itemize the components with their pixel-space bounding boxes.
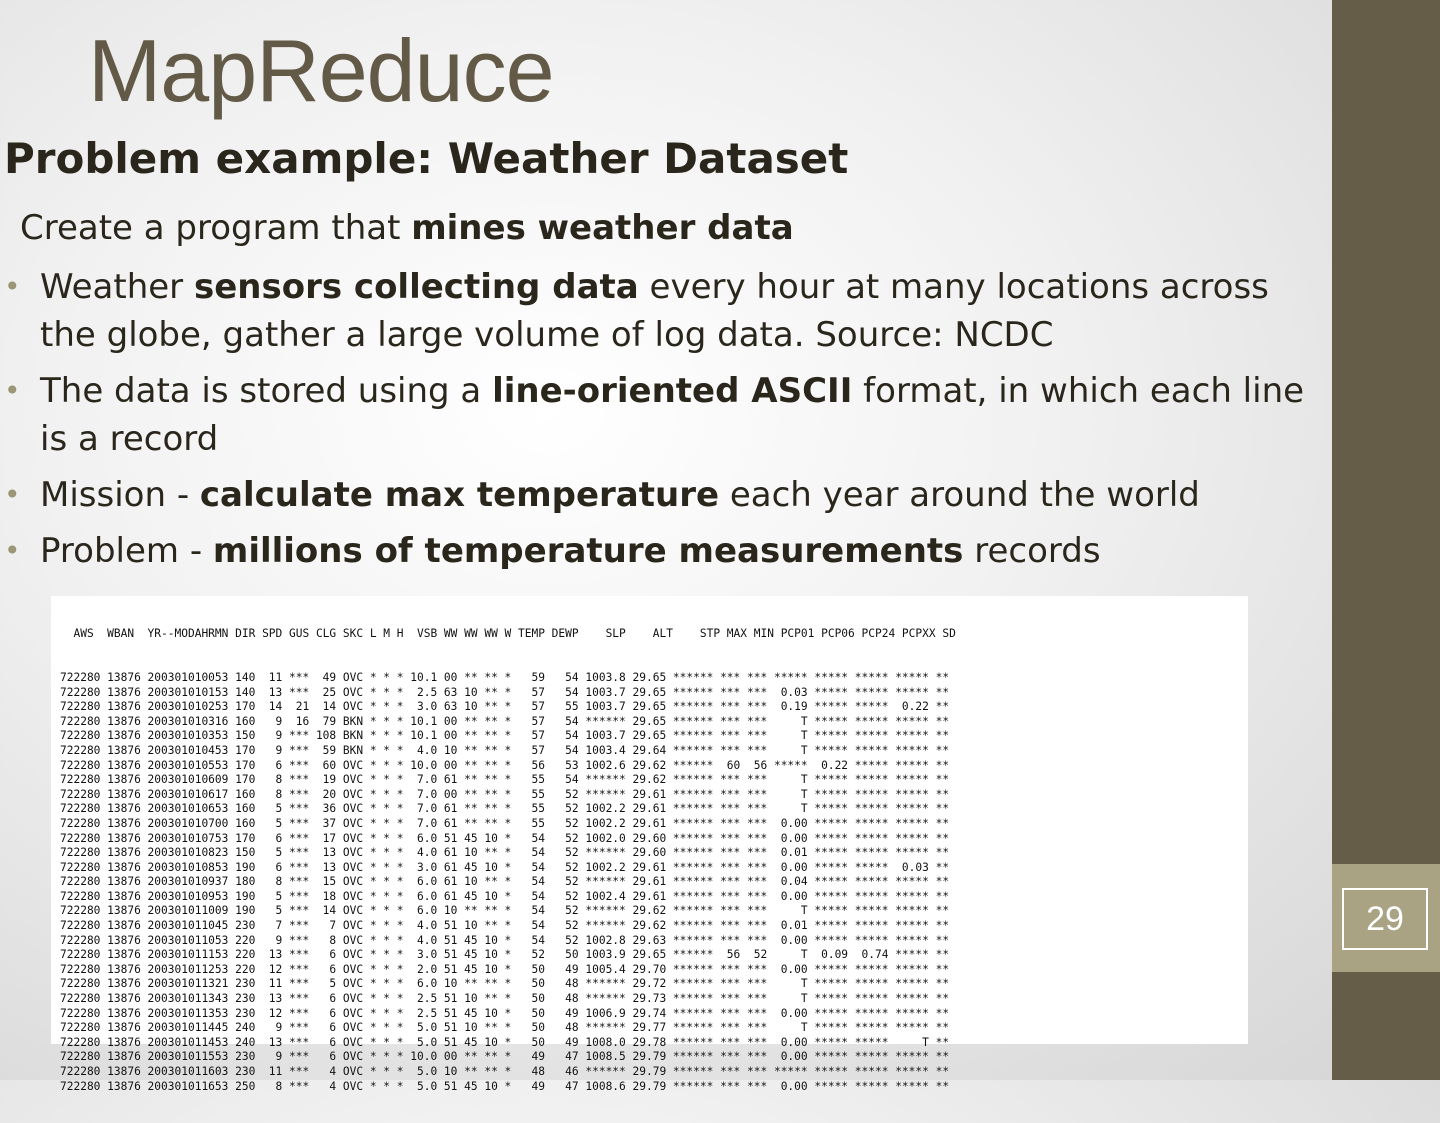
- table-row: 722280 13876 200301010853 190 6 *** 13 OVC * * * 3.0 61 45 10 * 54 52 1002.2 29.61 ****** *** *** 0.00 ***** ***** 0.03 **: [60, 860, 950, 874]
- table-row: 722280 13876 200301010253 170 14 21 14 OVC * * * 3.0 63 10 ** * 57 55 1003.7 29.65 ****** *** *** 0.19 ***** ***** 0.22 **: [60, 700, 950, 714]
- table-row: 722280 13876 200301011153 220 13 *** 6 OVC * * * 3.0 51 45 10 * 52 50 1003.9 29.65 ****** 56 52 T 0.09 0.74 ***** **: [60, 948, 950, 962]
- table-rows: [60, 671, 1248, 1094]
- table-row: 722280 13876 200301011053 220 9 *** 8 OVC * * * 4.0 51 45 10 * 54 52 1002.8 29.63 ****** *** *** 0.00 ***** ***** ***** **: [60, 933, 950, 947]
- bullet-text: Problem -: [40, 531, 213, 571]
- bullet-text: format, in which each line is a record: [40, 371, 1305, 459]
- bullet-text: The data is stored using a: [40, 371, 493, 411]
- table-row: 722280 13876 200301011653 250 8 *** 4 OVC * * * 5.0 51 45 10 * 49 47 1008.6 29.79 ****** *** *** 0.00 ***** ***** ***** **: [60, 1079, 950, 1093]
- table-header: AWS WBAN YR--MODAHRMN DIR SPD GUS CLG SKC L M H VSB WW WW WW W TEMP DEWP SLP ALT STP MAX MIN PCP01 PCP06 PCP24 PCPXX SD: [60, 627, 956, 641]
- bullet-emphasis: line-oriented ASCII: [492, 371, 853, 411]
- table-row: 722280 13876 200301010553 170 6 *** 60 OVC * * * 10.0 00 ** ** * 56 53 1002.6 29.62 ****** 60 56 ***** 0.22 ***** ***** **: [60, 758, 950, 772]
- intro-bold: mines weather data: [411, 208, 794, 248]
- intro-plain: Create a program that: [20, 208, 412, 248]
- slide-title: MapReduce: [88, 21, 554, 120]
- table-row: 722280 13876 200301010937 180 8 *** 15 OVC * * * 6.0 61 10 ** * 54 52 ****** 29.61 ****** *** *** 0.04 ***** ***** ***** **: [60, 875, 950, 889]
- slide-subtitle: Problem example: Weather Dataset: [4, 134, 849, 183]
- page-number: 29: [1342, 888, 1428, 950]
- bullet-text: Mission -: [40, 475, 200, 515]
- table-row: 722280 13876 200301010353 150 9 *** 108 BKN * * * 10.1 00 ** ** * 57 54 1003.7 29.65 ****** *** *** T ***** ***** ***** **: [60, 729, 950, 743]
- bullet-text: records: [963, 531, 1101, 571]
- bullet-problem: [40, 527, 1332, 575]
- bullet-text: Weather: [40, 267, 194, 307]
- bullet-text: each year around the world: [719, 475, 1200, 515]
- weather-data-image: [51, 596, 1248, 1093]
- table-row: 722280 13876 200301010153 140 13 *** 25 OVC * * * 2.5 63 10 ** * 57 54 1003.7 29.65 ****** *** *** 0.03 ***** ***** ***** **: [60, 685, 950, 699]
- table-row: 722280 13876 200301010653 160 5 *** 36 OVC * * * 7.0 61 ** ** * 55 52 1002.2 29.61 ****** *** *** T ***** ***** ***** **: [60, 802, 950, 816]
- bullet-sensors: [40, 263, 1332, 359]
- bullet-format: [40, 367, 1332, 463]
- table-row: 722280 13876 200301011343 230 13 *** 6 OVC * * * 2.5 51 10 ** * 50 48 ****** 29.73 ****** *** *** T ***** ***** ***** **: [60, 992, 950, 1006]
- table-row: 722280 13876 200301011353 230 12 *** 6 OVC * * * 2.5 51 45 10 * 50 49 1006.9 29.74 ****** *** *** 0.00 ***** ***** ***** **: [60, 1006, 950, 1020]
- table-row: 722280 13876 200301011553 230 9 *** 6 OVC * * * 10.0 00 ** ** * 49 47 1008.5 29.79 ****** *** *** 0.00 ***** ***** ***** **: [60, 1050, 950, 1064]
- weather-data-table: [51, 596, 1248, 1123]
- table-row: 722280 13876 200301010053 140 11 *** 49 OVC * * * 10.1 00 ** ** * 59 54 1003.8 29.65 ****** *** *** ***** ***** ***** ***** **: [60, 670, 950, 684]
- table-row: 722280 13876 200301010617 160 8 *** 20 OVC * * * 7.0 00 ** ** * 55 52 ****** 29.61 ****** *** *** T ***** ***** ***** **: [60, 787, 950, 801]
- table-row: 722280 13876 200301010316 160 9 16 79 BKN * * * 10.1 00 ** ** * 57 54 ****** 29.65 ****** *** *** T ***** ***** ***** **: [60, 714, 950, 728]
- table-row: 722280 13876 200301010609 170 8 *** 19 OVC * * * 7.0 61 ** ** * 55 54 ****** 29.62 ****** *** *** T ***** ***** ***** **: [60, 773, 950, 787]
- table-row: 722280 13876 200301011253 220 12 *** 6 OVC * * * 2.0 51 45 10 * 50 49 1005.4 29.70 ****** *** *** 0.00 ***** ***** ***** **: [60, 962, 950, 976]
- bullet-text: every hour at many locations across the globe, gather a large volume of log data. Source: NCDC: [40, 267, 1269, 355]
- table-row: 722280 13876 200301010453 170 9 *** 59 BKN * * * 4.0 10 ** ** * 57 54 1003.4 29.64 ****** *** *** T ***** ***** ***** **: [60, 743, 950, 757]
- table-row: 722280 13876 200301010753 170 6 *** 17 OVC * * * 6.0 51 45 10 * 54 52 1002.0 29.60 ****** *** *** 0.00 ***** ***** ***** **: [60, 831, 950, 845]
- table-row: 722280 13876 200301010700 160 5 *** 37 OVC * * * 7.0 61 ** ** * 55 52 1002.2 29.61 ****** *** *** 0.00 ***** ***** ***** **: [60, 816, 950, 830]
- intro-text: [20, 208, 794, 248]
- bullet-emphasis: calculate max temperature: [199, 475, 720, 515]
- bullet-emphasis: sensors collecting data: [193, 267, 639, 307]
- table-row: 722280 13876 200301010823 150 5 *** 13 OVC * * * 4.0 61 10 ** * 54 52 ****** 29.60 ****** *** *** 0.01 ***** ***** ***** **: [60, 846, 950, 860]
- table-row: 722280 13876 200301011453 240 13 *** 6 OVC * * * 5.0 51 45 10 * 50 49 1008.0 29.78 ****** *** *** 0.00 ***** ***** T **: [60, 1035, 950, 1049]
- table-row: 722280 13876 200301011603 230 11 *** 4 OVC * * * 5.0 10 ** ** * 48 46 ****** 29.79 ****** *** *** ***** ***** ***** ***** **: [60, 1065, 950, 1078]
- table-row: 722280 13876 200301011321 230 11 *** 5 OVC * * * 6.0 10 ** ** * 50 48 ****** 29.72 ****** *** *** T ***** ***** ***** **: [60, 977, 950, 991]
- bullet-emphasis: millions of temperature measurements: [212, 531, 964, 571]
- table-row: 722280 13876 200301011445 240 9 *** 6 OVC * * * 5.0 51 10 ** * 50 48 ****** 29.77 ****** *** *** T ***** ***** ***** **: [60, 1021, 950, 1035]
- table-row: 722280 13876 200301010953 190 5 *** 18 OVC * * * 6.0 61 45 10 * 54 52 1002.4 29.61 ****** *** *** 0.00 ***** ***** ***** **: [60, 889, 950, 903]
- bullet-mission: [40, 471, 1332, 519]
- table-row: 722280 13876 200301011045 230 7 *** 7 OVC * * * 4.0 51 10 ** * 54 52 ****** 29.62 ****** *** *** 0.01 ***** ***** ***** **: [60, 919, 950, 933]
- table-row: 722280 13876 200301011009 190 5 *** 14 OVC * * * 6.0 10 ** ** * 54 52 ****** 29.62 ****** *** *** T ***** ***** ***** **: [60, 904, 950, 918]
